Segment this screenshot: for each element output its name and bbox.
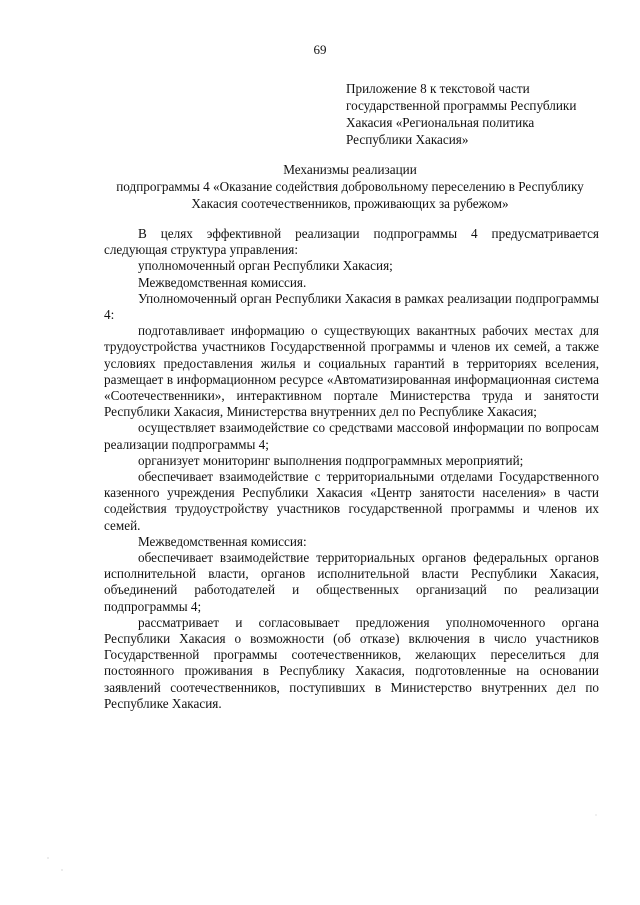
appendix-line: государственной программы Республики — [346, 98, 577, 113]
body-paragraph: организует мониторинг выполнения подпрограммных мероприятий; — [138, 452, 524, 468]
heading-line: Механизмы реализации — [283, 162, 417, 177]
body-paragraph: уполномоченный орган Республики Хакасия; — [138, 258, 393, 274]
body-paragraph: обеспечивает взаимодействие с территориальными отделами Государственного казенного учреждения Республики Хакасия «Центр занятости населения» в части содействия трудоустройству участников государственной программы и членов их семей. — [104, 469, 599, 533]
scan-speck — [61, 869, 62, 870]
body-paragraph: подготавливает информацию о существующих вакантных рабочих местах для трудоустройства участников Государственной программы и членов их семей, а также условиях предоставления жилья и социальных гарантий в территориях вселения, размещает в информационном ресурсе «Автоматизированная информационная система «Соотечественники», интерактивном портале Министерства труда и занятости Республики Хакасия, Министерства внутренних дел по Республике Хакасия; — [104, 323, 599, 420]
body-paragraph: Межведомственная комиссия. — [138, 274, 307, 290]
appendix-line: Республики Хакасия» — [346, 132, 469, 147]
appendix-line: Приложение 8 к текстовой части — [346, 81, 530, 96]
body-paragraph: осуществляет взаимодействие со средствами массовой информации по вопросам реализации подпрограммы 4; — [104, 420, 599, 452]
scan-speck — [595, 814, 596, 815]
body-paragraph: рассматривает и согласовывает предложения уполномоченного органа Республики Хакасия о возможности (об отказе) включения в число участников Государственной программы соотечественников, желающих переселиться для постоянного проживания в Республику Хакасия, подготовленные на основании заявлений соотечественников, поступивших в Министерство внутренних дел по Республике Хакасия. — [104, 614, 599, 711]
page-number: 69 — [313, 42, 327, 57]
body-paragraph: обеспечивает взаимодействие территориальных органов федеральных органов исполнительной власти, органов исполнительной власти Республики Хакасия, объединений работодателей и общественных организаций по реализации подпрограммы 4; — [104, 550, 599, 614]
heading-line: Хакасия соотечественников, проживающих за рубежом» — [191, 196, 509, 211]
body-paragraph: В целях эффективной реализации подпрограммы 4 предусматривается следующая структура управления: — [104, 226, 599, 258]
body-paragraph: Межведомственная комиссия: — [138, 533, 307, 549]
body-paragraph: Уполномоченный орган Республики Хакасия в рамках реализации подпрограммы 4: — [104, 290, 599, 323]
appendix-line: Хакасия «Региональная политика — [346, 115, 535, 130]
heading-line: подпрограммы 4 «Оказание содействия добровольному переселению в Республику — [116, 179, 584, 194]
scan-speck — [47, 857, 48, 858]
